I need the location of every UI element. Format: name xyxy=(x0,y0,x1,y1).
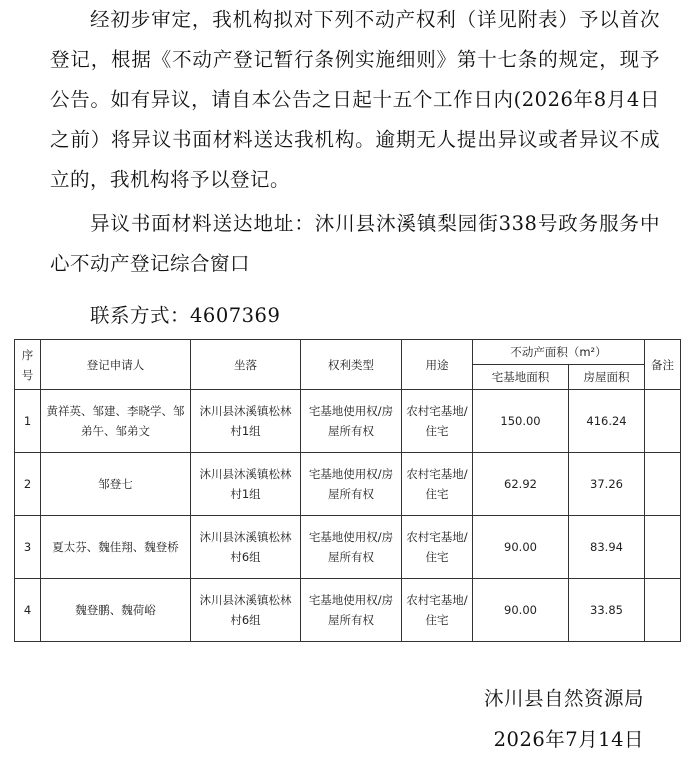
cell-house-area: 83.94 xyxy=(569,516,645,579)
table-row xyxy=(15,579,681,642)
cell-location: 沐川县沐溪镇松林村6组 xyxy=(191,579,301,642)
cell-applicant: 魏登鹏、魏荷峪 xyxy=(41,579,191,642)
cell-applicant: 夏太芬、魏佳翔、魏登桥 xyxy=(41,516,191,579)
cell-location: 沐川县沐溪镇松林村1组 xyxy=(191,453,301,516)
header-remark: 备注 xyxy=(645,340,681,390)
cell-house-area: 416.24 xyxy=(569,390,645,453)
cell-location: 沐川县沐溪镇松林村6组 xyxy=(191,516,301,579)
cell-right-type: 宅基地使用权/房屋所有权 xyxy=(301,453,402,516)
cell-remark xyxy=(645,390,681,453)
cell-no: 3 xyxy=(15,516,41,579)
issue-date: 2026年7月14日 xyxy=(493,728,644,751)
cell-remark xyxy=(645,516,681,579)
header-land-area: 宅基地面积 xyxy=(473,365,569,390)
cell-right-type: 宅基地使用权/房屋所有权 xyxy=(301,516,402,579)
cell-location: 沐川县沐溪镇松林村1组 xyxy=(191,390,301,453)
header-no: 序号 xyxy=(15,340,41,390)
cell-land-area: 62.92 xyxy=(473,453,569,516)
cell-land-area: 150.00 xyxy=(473,390,569,453)
cell-right-type: 宅基地使用权/房屋所有权 xyxy=(301,579,402,642)
header-applicant: 登记申请人 xyxy=(41,340,191,390)
header-right-type: 权利类型 xyxy=(301,340,402,390)
header-area-group: 不动产面积（m²） xyxy=(473,340,645,365)
header-house-area: 房屋面积 xyxy=(569,365,645,390)
registration-table xyxy=(14,339,681,642)
cell-house-area: 37.26 xyxy=(569,453,645,516)
cell-house-area: 33.85 xyxy=(569,579,645,642)
cell-land-area: 90.00 xyxy=(473,579,569,642)
issuer-name: 沐川县自然资源局 xyxy=(483,687,644,710)
table-row xyxy=(15,453,681,516)
cell-right-type: 宅基地使用权/房屋所有权 xyxy=(301,390,402,453)
address-paragraph: 异议书面材料送达地址：沐川县沐溪镇梨园街338号政务服务中心不动产登记综合窗口 xyxy=(50,212,660,275)
cell-land-area: 90.00 xyxy=(473,516,569,579)
table-row xyxy=(15,516,681,579)
header-usage: 用途 xyxy=(402,340,473,390)
cell-applicant: 黄祥英、邹建、李晓学、邹弟午、邹弟文 xyxy=(41,390,191,453)
cell-applicant: 邹登七 xyxy=(41,453,191,516)
cell-usage: 农村宅基地/住宅 xyxy=(402,516,473,579)
cell-no: 4 xyxy=(15,579,41,642)
cell-no: 1 xyxy=(15,390,41,453)
notice-paragraph: 经初步审定，我机构拟对下列不动产权利（详见附表）予以首次登记，根据《不动产登记暂行条例实施细则》第十七条的规定，现予公告。如有异议，请自本公告之日起十五个工作日内(2026年8月4日之前）将异议书面材料送达我机构。逾期无人提出异议或者异议不成立的，我机构将予以登记。 xyxy=(50,8,660,191)
cell-usage: 农村宅基地/住宅 xyxy=(402,453,473,516)
cell-usage: 农村宅基地/住宅 xyxy=(402,579,473,642)
header-location: 坐落 xyxy=(191,340,301,390)
contact-line: 联系方式：4607369 xyxy=(90,304,281,327)
cell-no: 2 xyxy=(15,453,41,516)
cell-remark xyxy=(645,579,681,642)
table-row xyxy=(15,390,681,453)
cell-remark xyxy=(645,453,681,516)
cell-usage: 农村宅基地/住宅 xyxy=(402,390,473,453)
